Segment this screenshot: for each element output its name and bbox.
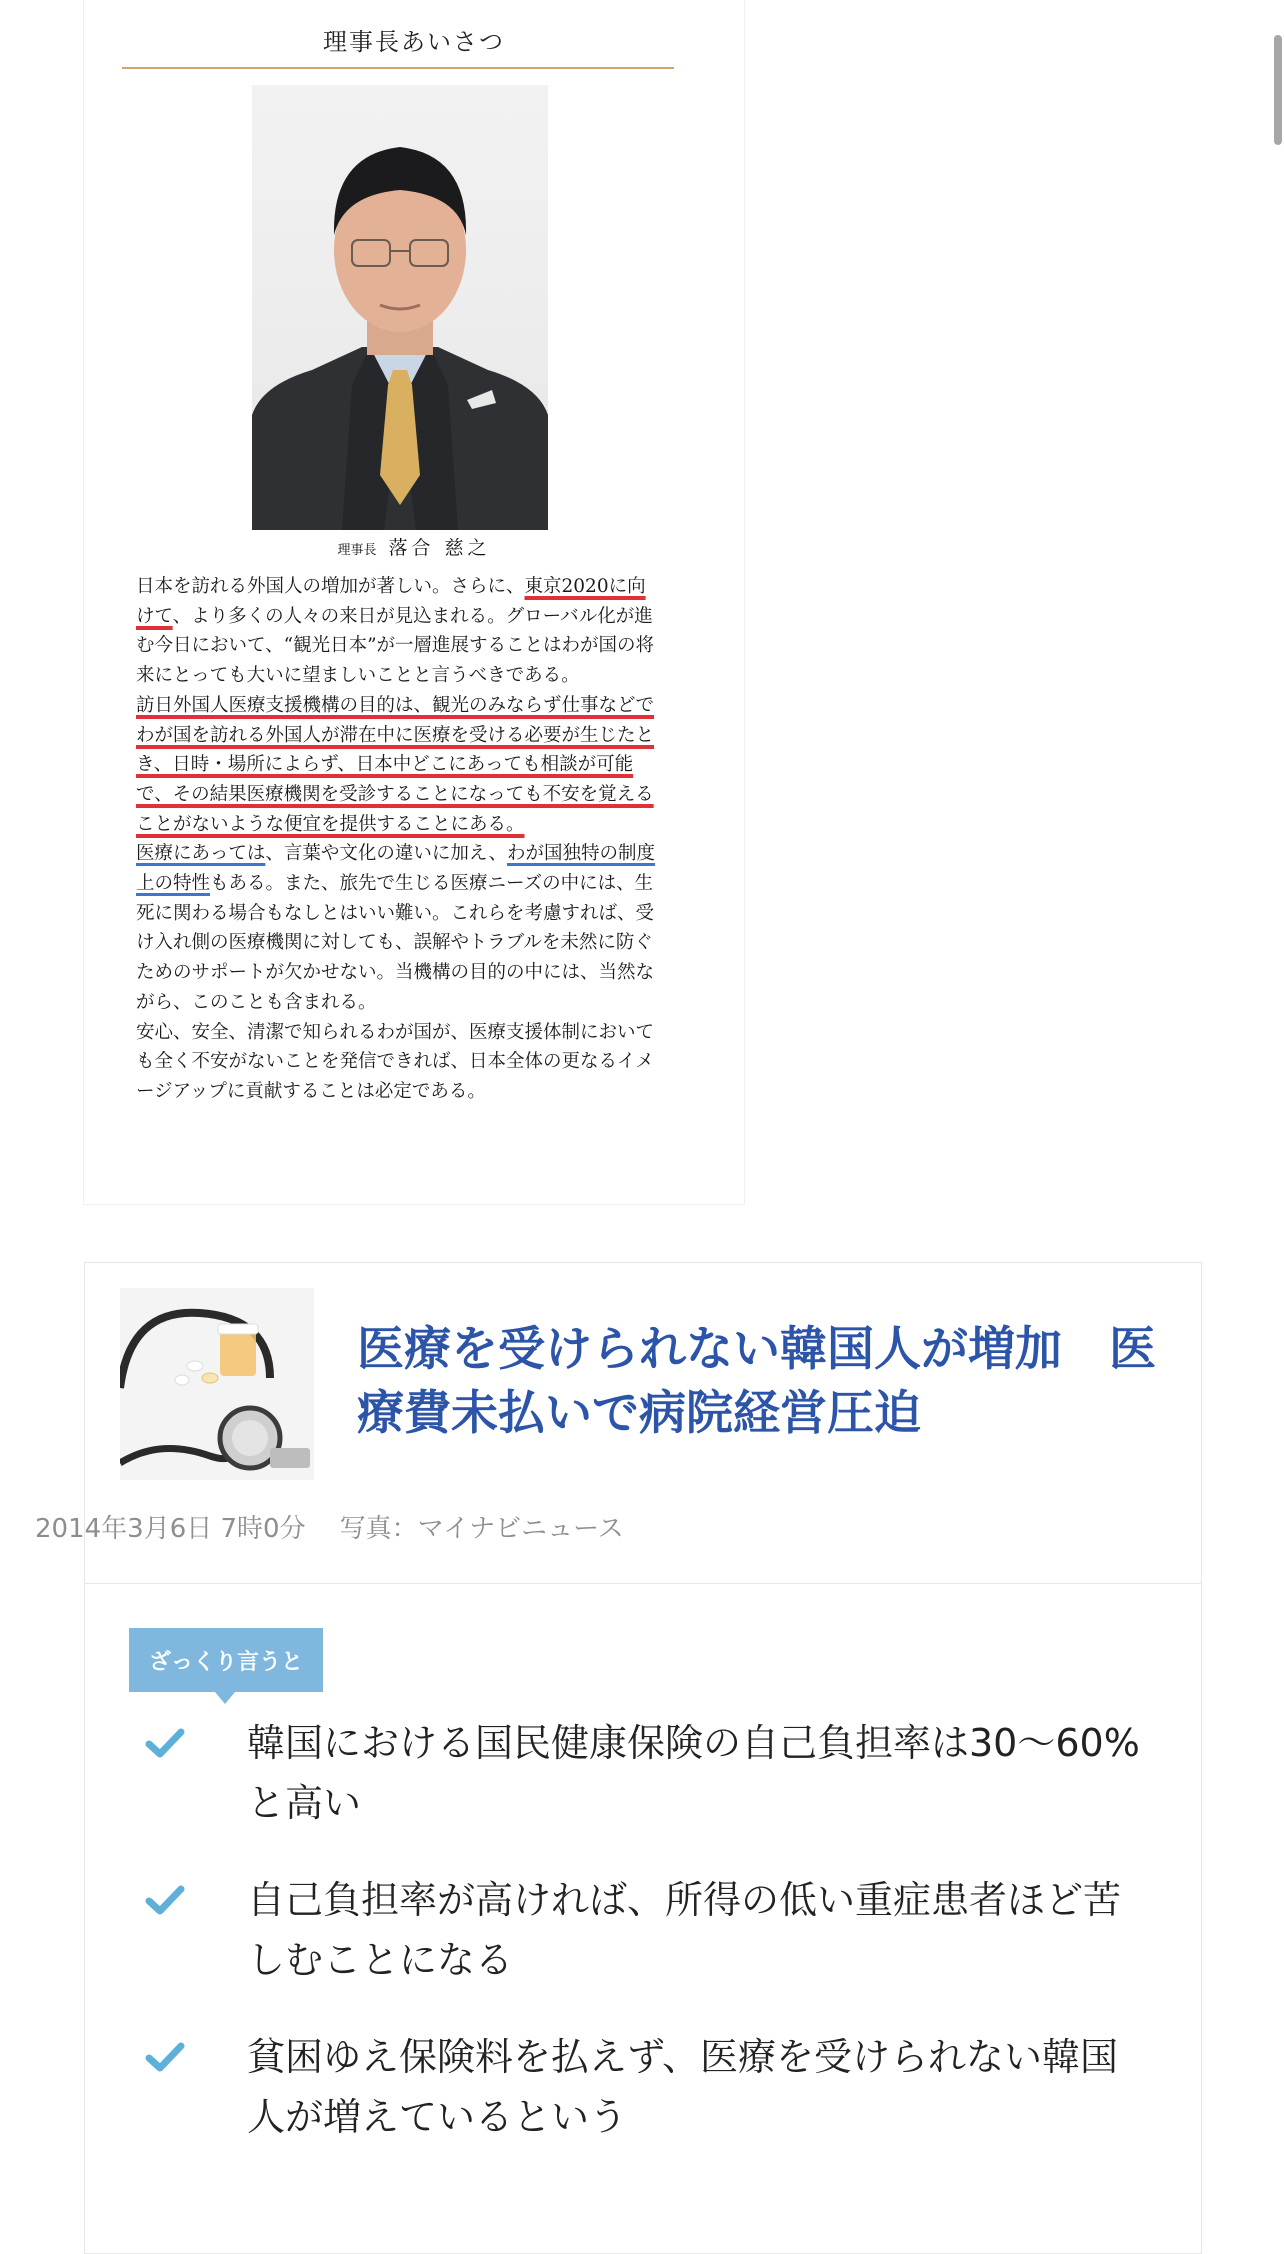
caption-role: 理事長: [337, 543, 377, 558]
underlined-text: わが国独特の制度上の特性: [136, 843, 655, 895]
check-icon: [145, 1723, 185, 1763]
check-icon: [145, 2037, 185, 2077]
document-title: 理事長あいさつ: [323, 28, 505, 56]
document-paragraph: [136, 1018, 656, 1107]
document-paragraph: [136, 839, 656, 1017]
greeting-document-image: [84, 0, 744, 1204]
paragraph-text: 、言葉や文化の違いに加え、: [265, 843, 507, 865]
summary-point: [145, 2027, 1155, 2147]
portrait-photo: [252, 85, 548, 530]
document-paragraph: [136, 572, 656, 691]
photo-credit: 写真：マイナビニュース: [339, 1514, 624, 1544]
paragraph-text: もある。また、旅先で生じる医療ニーズの中には、生死に関わる場合もなしとはいい難い。これらを考慮すれば、受け入れ側の医療機関に対しても、誤解やトラブルを未然に防ぐためのサポートが欠かせない。当機構の目的の中には、当然ながら、このことも含まれる。: [136, 873, 655, 1013]
underlined-text: 医療にあっては: [136, 843, 266, 865]
divider: [85, 1583, 1201, 1584]
news-article-card[interactable]: [84, 1262, 1202, 2254]
check-icon: [145, 1880, 185, 1920]
underlined-text: 東京2020に向けて: [136, 576, 646, 627]
paragraph-text: 日本を訪れる外国人の増加が著しい。さらに、: [136, 576, 525, 597]
article-headline[interactable]: 医療を受けられない韓国人が増加 医療費未払いで病院経営圧迫: [357, 1322, 1156, 1441]
paragraph-text: 、より多くの人々の来日が見込まれる。グローバル化が進む今日において、“観光日本”が一層進展することはわが国の将来にとっても大いに望ましいことと言うべきである。: [136, 605, 655, 687]
summary-point: [145, 1870, 1155, 1990]
summary-point-text: 自己負担率が高ければ、所得の低い重症患者ほど苦しむことになる: [247, 1878, 1122, 1982]
underlined-text: 訪日外国人医療支援機構の目的は、観光のみならず仕事などでわが国を訪れる外国人が滞在中に医療を受ける必要が生じたとき、日時・場所によらず、日本中どこにあっても相談が可能で、その結果医療機関を受診することになっても不安を覚えることがないような便宜を提供することにある。: [136, 694, 655, 835]
document-paragraph: [136, 691, 656, 840]
scrollbar[interactable]: [1274, 35, 1282, 145]
article-date: 2014年3月6日 7時0分: [35, 1514, 306, 1544]
document-body: [136, 572, 656, 1107]
title-rule: [122, 67, 674, 69]
summary-badge: ざっくり言うと: [129, 1628, 323, 1692]
summary-points: [145, 1713, 1155, 2184]
article-meta: [35, 1508, 658, 1545]
photo-caption: [84, 533, 744, 560]
stethoscope-pills-photo: [120, 1288, 314, 1480]
caption-name: 落合 慈之: [388, 537, 491, 559]
summary-point: [145, 1713, 1155, 1833]
paragraph-text: 安心、安全、清潔で知られるわが国が、医療支援体制においても全く不安がないことを発信できれば、日本全体の更なるイメージアップに貢献することは必定である。: [136, 1021, 655, 1102]
summary-point-text: 韓国における国民健康保険の自己負担率は30〜60%と高い: [247, 1721, 1140, 1825]
summary-point-text: 貧困ゆえ保険料を払えず、医療を受けられない韓国人が増えているという: [247, 2035, 1118, 2139]
